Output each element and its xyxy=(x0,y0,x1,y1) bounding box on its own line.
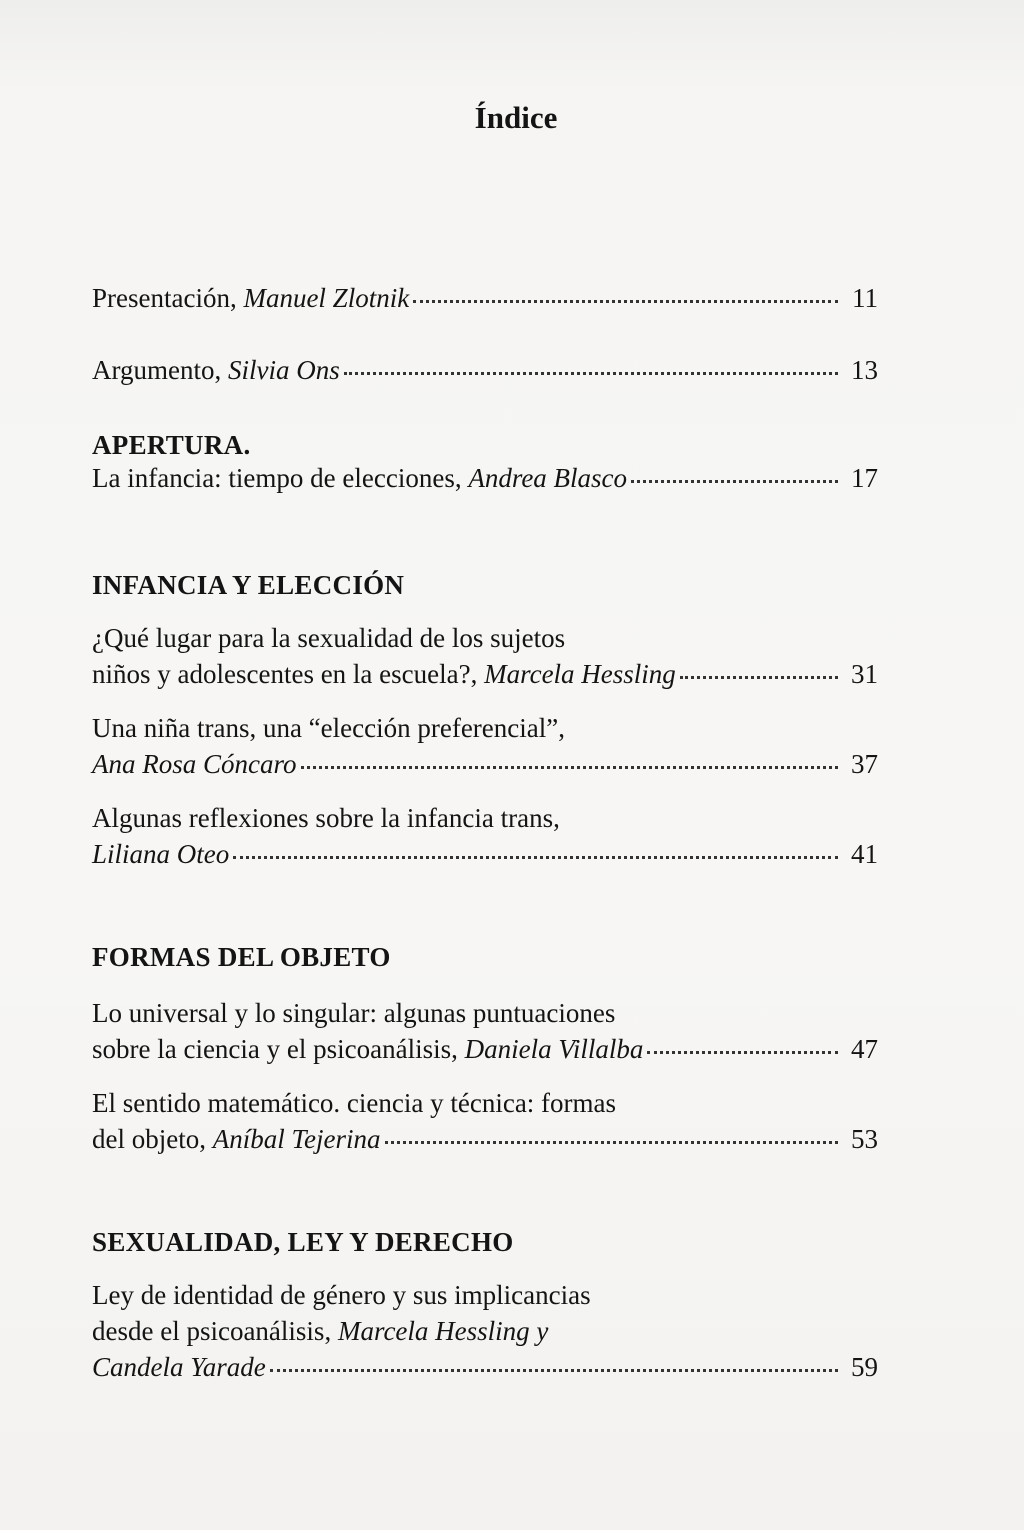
entry-title: Presentación, xyxy=(92,283,237,313)
entry-title: Argumento, xyxy=(92,355,222,385)
toc-entry-nina-trans xyxy=(92,710,878,782)
entry-page-number: 11 xyxy=(852,283,878,313)
dot-leader xyxy=(413,280,838,303)
toc-entry-reflexiones xyxy=(92,800,878,872)
dot-leader xyxy=(270,1349,838,1372)
toc-entry-ley-identidad xyxy=(92,1277,878,1385)
section-heading-infancia: INFANCIA Y ELECCIÓN xyxy=(92,570,405,600)
entry-author: Silvia Ons xyxy=(228,355,340,385)
dot-leader xyxy=(680,656,838,679)
entry-title-line: Una niña trans, una “elección preferencial”, xyxy=(92,713,565,743)
entry-author: Marcela Hessling xyxy=(484,659,676,689)
entry-author: Aníbal Tejerina xyxy=(212,1124,381,1154)
entry-page-number: 31 xyxy=(851,659,878,689)
entry-author: Ana Rosa Cóncaro xyxy=(92,749,297,779)
entry-author: Manuel Zlotnik xyxy=(243,283,410,313)
dot-leader xyxy=(301,746,839,769)
entry-title-line: ¿Qué lugar para la sexualidad de los sujetos xyxy=(92,623,566,653)
entry-page-number: 53 xyxy=(851,1124,878,1154)
entry-title: del objeto, xyxy=(92,1124,206,1154)
toc-entry-infancia-tiempo xyxy=(92,460,878,496)
dot-leader xyxy=(647,1031,838,1054)
entry-title-line: El sentido matemático. ciencia y técnica: formas xyxy=(92,1088,617,1118)
dot-leader xyxy=(385,1121,839,1144)
entry-page-number: 17 xyxy=(851,463,878,493)
entry-author: Andrea Blasco xyxy=(468,463,628,493)
section-heading-formas: FORMAS DEL OBJETO xyxy=(92,942,391,972)
entry-title: niños y adolescentes en la escuela?, xyxy=(92,659,478,689)
dot-leader xyxy=(233,836,838,859)
dot-leader xyxy=(344,352,838,375)
entry-title-line: Lo universal y lo singular: algunas puntuaciones xyxy=(92,998,616,1028)
toc-entry-argumento xyxy=(92,352,878,388)
entry-page-number: 41 xyxy=(851,839,878,869)
entry-title: desde el psicoanálisis, xyxy=(92,1316,332,1346)
entry-author: Daniela Villalba xyxy=(464,1034,644,1064)
section-heading-sexualidad: SEXUALIDAD, LEY Y DERECHO xyxy=(92,1227,514,1257)
entry-page-number: 59 xyxy=(851,1352,878,1382)
dot-leader xyxy=(631,460,838,483)
toc-entry-sentido xyxy=(92,1085,878,1157)
entry-page-number: 47 xyxy=(851,1034,878,1064)
entry-title: sobre la ciencia y el psicoanálisis, xyxy=(92,1034,458,1064)
toc-entry-presentacion xyxy=(92,280,878,316)
entry-author: Marcela Hessling y xyxy=(337,1316,549,1346)
toc-entry-universal xyxy=(92,995,878,1067)
entry-page-number: 13 xyxy=(851,355,878,385)
entry-author: Candela Yarade xyxy=(92,1352,266,1382)
entry-author: Liliana Oteo xyxy=(92,839,230,869)
entry-page-number: 37 xyxy=(851,749,878,779)
entry-title-line: Ley de identidad de género y sus implicancias xyxy=(92,1280,591,1310)
entry-title-line: Algunas reflexiones sobre la infancia trans, xyxy=(92,803,560,833)
page-title: Índice xyxy=(474,100,558,135)
entry-title: La infancia: tiempo de elecciones, xyxy=(92,463,462,493)
section-heading-apertura: APERTURA. xyxy=(92,430,251,460)
toc-entry-que-lugar xyxy=(92,620,878,692)
